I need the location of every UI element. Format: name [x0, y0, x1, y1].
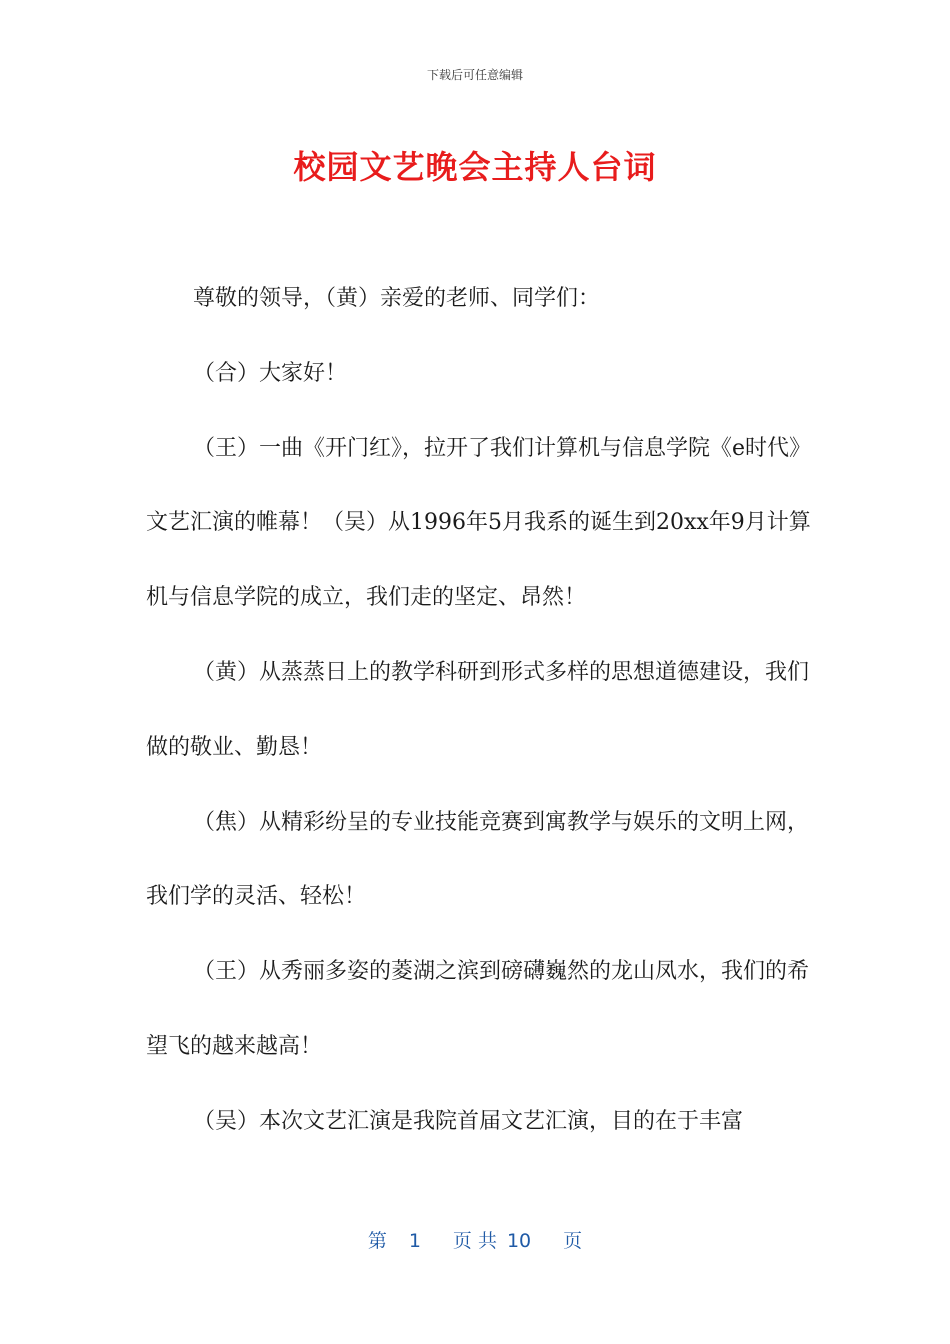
- paragraph: （王）一曲《开门红》，拉开了我们计算机与信息学院《e时代》文艺汇演的帷幕！（吴）从1996年5月我系的诞生到20xx年9月计算机与信息学院的成立，我们走的坚定、昂然！: [146, 435, 811, 611]
- footer-prefix: 第: [367, 1230, 387, 1252]
- paragraph-greeting: 尊敬的领导，（黄）亲爱的老师、同学们：: [193, 286, 601, 311]
- document-title: 校园文艺晚会主持人台词: [293, 148, 657, 186]
- footer-suffix: 页: [563, 1230, 583, 1252]
- paragraph: （焦）从精彩纷呈的专业技能竞赛到寓教学与娱乐的文明上网，我们学的灵活、轻松！: [146, 809, 810, 910]
- header-note: 下载后可任意编辑: [426, 68, 523, 82]
- paragraph: （吴）本次文艺汇演是我院首届文艺汇演，目的在于丰富: [193, 1108, 744, 1134]
- page-footer: [0, 1226, 950, 1253]
- document-body: [146, 262, 811, 1160]
- footer-middle: 页 共: [452, 1230, 497, 1252]
- paragraph: （合）大家好！: [193, 360, 348, 386]
- paragraph: （黄）从蒸蒸日上的教学科研到形式多样的思想道德建设，我们做的敬业、勤恳！: [146, 659, 810, 760]
- footer-current-page: 1: [408, 1230, 421, 1252]
- paragraph: （王）从秀丽多姿的菱湖之滨到磅礴巍然的龙山凤水，我们的希望飞的越来越高！: [146, 959, 810, 1059]
- footer-total-pages: 10: [506, 1230, 532, 1252]
